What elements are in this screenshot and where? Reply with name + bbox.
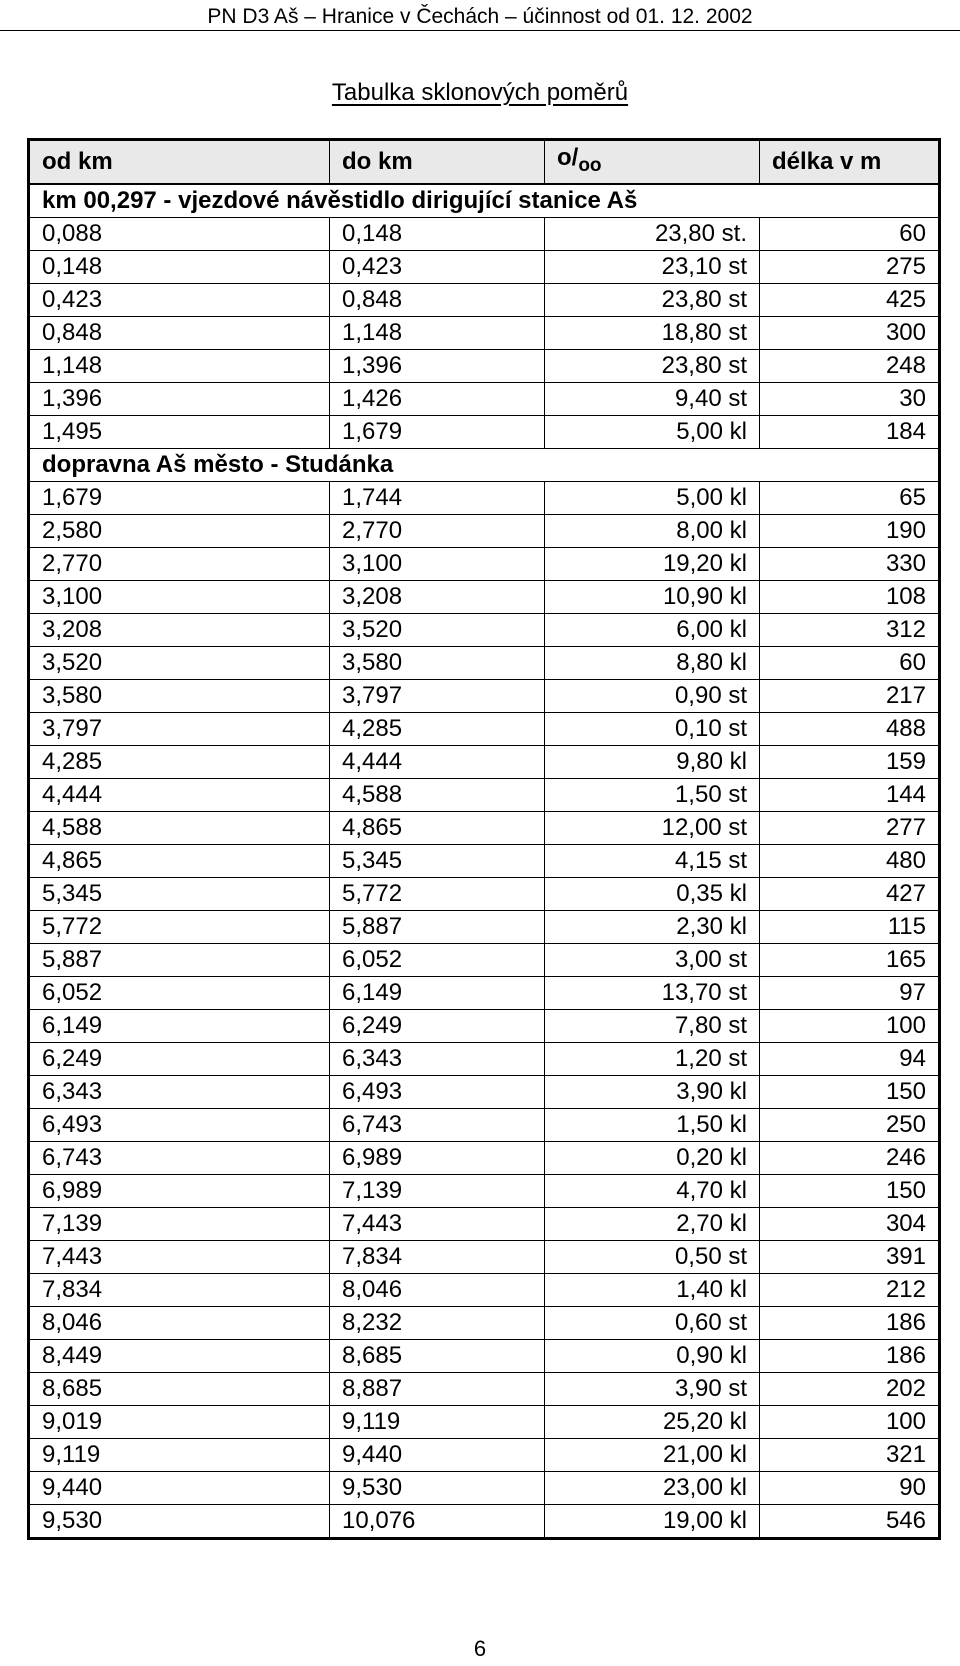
table-row: [29, 581, 940, 614]
cell-length: 202: [760, 1373, 940, 1406]
column-header-to-km: do km: [330, 140, 545, 185]
table-row: [29, 1010, 940, 1043]
cell-slope: 1,40 kl: [545, 1274, 760, 1307]
cell-length: 97: [760, 977, 940, 1010]
table-row: [29, 1505, 940, 1539]
table-row: [29, 1043, 940, 1076]
section-label: dopravna Aš město - Studánka: [29, 449, 940, 482]
cell-slope: 18,80 st: [545, 317, 760, 350]
running-header: PN D3 Aš – Hranice v Čechách – účinnost od 01. 12. 2002: [207, 5, 753, 28]
cell-slope: 23,80 st: [545, 350, 760, 383]
cell-to-km: 1,148: [330, 317, 545, 350]
cell-length: 427: [760, 878, 940, 911]
page-title-text: Tabulka sklonových poměrů: [331, 79, 629, 106]
cell-slope: 23,00 kl: [545, 1472, 760, 1505]
table-row: [29, 1142, 940, 1175]
cell-to-km: 8,046: [330, 1274, 545, 1307]
cell-to-km: 6,493: [330, 1076, 545, 1109]
cell-length: 312: [760, 614, 940, 647]
cell-to-km: 4,588: [330, 779, 545, 812]
cell-slope: 23,80 st.: [545, 218, 760, 251]
cell-slope: 25,20 kl: [545, 1406, 760, 1439]
cell-slope: 23,10 st: [545, 251, 760, 284]
cell-from-km: 9,119: [29, 1439, 330, 1472]
cell-from-km: 4,588: [29, 812, 330, 845]
table-row: [29, 218, 940, 251]
cell-to-km: 3,100: [330, 548, 545, 581]
cell-to-km: 6,989: [330, 1142, 545, 1175]
cell-from-km: 3,797: [29, 713, 330, 746]
table-row: [29, 1439, 940, 1472]
table-row: [29, 779, 940, 812]
cell-slope: 0,90 kl: [545, 1340, 760, 1373]
cell-length: 184: [760, 416, 940, 449]
cell-slope: 9,40 st: [545, 383, 760, 416]
cell-length: 159: [760, 746, 940, 779]
cell-to-km: 6,249: [330, 1010, 545, 1043]
cell-from-km: 9,019: [29, 1406, 330, 1439]
cell-to-km: 5,887: [330, 911, 545, 944]
table-row: [29, 1373, 940, 1406]
cell-from-km: 4,285: [29, 746, 330, 779]
permille-sub: oo: [578, 155, 602, 176]
cell-slope: 0,50 st: [545, 1241, 760, 1274]
cell-to-km: 3,797: [330, 680, 545, 713]
cell-from-km: 3,208: [29, 614, 330, 647]
cell-from-km: 6,989: [29, 1175, 330, 1208]
cell-length: 300: [760, 317, 940, 350]
cell-length: 275: [760, 251, 940, 284]
cell-length: 150: [760, 1175, 940, 1208]
table-row: [29, 1472, 940, 1505]
cell-to-km: 8,887: [330, 1373, 545, 1406]
cell-length: 115: [760, 911, 940, 944]
cell-from-km: 8,449: [29, 1340, 330, 1373]
table-row: [29, 977, 940, 1010]
cell-to-km: 3,520: [330, 614, 545, 647]
cell-slope: 19,20 kl: [545, 548, 760, 581]
cell-length: 90: [760, 1472, 940, 1505]
slope-table: [27, 138, 941, 1540]
cell-to-km: 1,679: [330, 416, 545, 449]
cell-length: 488: [760, 713, 940, 746]
cell-to-km: 6,343: [330, 1043, 545, 1076]
cell-slope: 23,80 st: [545, 284, 760, 317]
table-row: [29, 416, 940, 449]
cell-to-km: 5,772: [330, 878, 545, 911]
cell-to-km: 1,744: [330, 482, 545, 515]
cell-to-km: 2,770: [330, 515, 545, 548]
cell-from-km: 6,052: [29, 977, 330, 1010]
table-header-row: [29, 140, 940, 185]
column-header-permille: [545, 140, 760, 185]
cell-to-km: 4,444: [330, 746, 545, 779]
cell-length: 321: [760, 1439, 940, 1472]
cell-slope: 2,70 kl: [545, 1208, 760, 1241]
permille-main: o/: [557, 144, 579, 171]
cell-from-km: 3,100: [29, 581, 330, 614]
page-title: [0, 78, 960, 108]
table-row: [29, 1406, 940, 1439]
cell-to-km: 3,208: [330, 581, 545, 614]
cell-to-km: 1,426: [330, 383, 545, 416]
cell-length: 186: [760, 1307, 940, 1340]
cell-slope: 5,00 kl: [545, 416, 760, 449]
cell-slope: 12,00 st: [545, 812, 760, 845]
cell-from-km: 0,088: [29, 218, 330, 251]
cell-slope: 4,70 kl: [545, 1175, 760, 1208]
cell-slope: 3,00 st: [545, 944, 760, 977]
cell-slope: 3,90 kl: [545, 1076, 760, 1109]
cell-slope: 7,80 st: [545, 1010, 760, 1043]
table-row: [29, 1274, 940, 1307]
header-divider: [0, 30, 960, 31]
cell-to-km: 3,580: [330, 647, 545, 680]
cell-to-km: 1,396: [330, 350, 545, 383]
table-row: [29, 614, 940, 647]
table-row: [29, 383, 940, 416]
cell-to-km: 9,440: [330, 1439, 545, 1472]
table-row: [29, 1109, 940, 1142]
table-row: [29, 911, 940, 944]
cell-slope: 10,90 kl: [545, 581, 760, 614]
cell-to-km: 7,139: [330, 1175, 545, 1208]
cell-from-km: 5,772: [29, 911, 330, 944]
column-header-from-km: od km: [29, 140, 330, 185]
cell-slope: 21,00 kl: [545, 1439, 760, 1472]
section-label: km 00,297 - vjezdové návěstidlo dirigující stanice Aš: [29, 184, 940, 218]
cell-length: 186: [760, 1340, 940, 1373]
cell-from-km: 0,423: [29, 284, 330, 317]
cell-slope: 0,60 st: [545, 1307, 760, 1340]
cell-length: 391: [760, 1241, 940, 1274]
table-row: [29, 680, 940, 713]
cell-length: 165: [760, 944, 940, 977]
cell-from-km: 9,440: [29, 1472, 330, 1505]
cell-from-km: 8,046: [29, 1307, 330, 1340]
cell-to-km: 10,076: [330, 1505, 545, 1539]
cell-length: 425: [760, 284, 940, 317]
table-row: [29, 317, 940, 350]
cell-from-km: 8,685: [29, 1373, 330, 1406]
cell-length: 250: [760, 1109, 940, 1142]
table-row: [29, 812, 940, 845]
cell-from-km: 7,139: [29, 1208, 330, 1241]
cell-length: 108: [760, 581, 940, 614]
cell-slope: 13,70 st: [545, 977, 760, 1010]
cell-to-km: 0,423: [330, 251, 545, 284]
table-row: [29, 713, 940, 746]
cell-from-km: 0,148: [29, 251, 330, 284]
cell-from-km: 0,848: [29, 317, 330, 350]
cell-length: 277: [760, 812, 940, 845]
cell-slope: 0,35 kl: [545, 878, 760, 911]
cell-to-km: 6,743: [330, 1109, 545, 1142]
section-row: [29, 184, 940, 218]
table-row: [29, 548, 940, 581]
cell-from-km: 6,743: [29, 1142, 330, 1175]
cell-slope: 5,00 kl: [545, 482, 760, 515]
cell-length: 100: [760, 1406, 940, 1439]
column-header-length: délka v m: [760, 140, 940, 185]
cell-to-km: 9,119: [330, 1406, 545, 1439]
cell-from-km: 3,520: [29, 647, 330, 680]
table-row: [29, 1076, 940, 1109]
cell-from-km: 6,343: [29, 1076, 330, 1109]
table-row: [29, 515, 940, 548]
cell-length: 546: [760, 1505, 940, 1539]
table-row: [29, 284, 940, 317]
table-row: [29, 1340, 940, 1373]
cell-length: 304: [760, 1208, 940, 1241]
table-row: [29, 1241, 940, 1274]
cell-from-km: 1,495: [29, 416, 330, 449]
cell-from-km: 7,443: [29, 1241, 330, 1274]
cell-from-km: 6,149: [29, 1010, 330, 1043]
cell-length: 30: [760, 383, 940, 416]
table-row: [29, 350, 940, 383]
cell-from-km: 1,396: [29, 383, 330, 416]
cell-length: 65: [760, 482, 940, 515]
cell-from-km: 7,834: [29, 1274, 330, 1307]
table-row: [29, 1307, 940, 1340]
cell-to-km: 5,345: [330, 845, 545, 878]
cell-slope: 4,15 st: [545, 845, 760, 878]
cell-to-km: 4,285: [330, 713, 545, 746]
cell-slope: 0,20 kl: [545, 1142, 760, 1175]
cell-slope: 0,90 st: [545, 680, 760, 713]
cell-length: 480: [760, 845, 940, 878]
cell-length: 144: [760, 779, 940, 812]
cell-from-km: 1,148: [29, 350, 330, 383]
cell-slope: 1,20 st: [545, 1043, 760, 1076]
table-row: [29, 1175, 940, 1208]
table-row: [29, 944, 940, 977]
cell-from-km: 3,580: [29, 680, 330, 713]
cell-slope: 9,80 kl: [545, 746, 760, 779]
cell-from-km: 1,679: [29, 482, 330, 515]
cell-to-km: 4,865: [330, 812, 545, 845]
cell-to-km: 0,148: [330, 218, 545, 251]
cell-length: 246: [760, 1142, 940, 1175]
cell-slope: 2,30 kl: [545, 911, 760, 944]
cell-from-km: 5,345: [29, 878, 330, 911]
cell-from-km: 2,580: [29, 515, 330, 548]
cell-length: 190: [760, 515, 940, 548]
table-row: [29, 746, 940, 779]
cell-slope: 8,80 kl: [545, 647, 760, 680]
section-row: [29, 449, 940, 482]
cell-length: 100: [760, 1010, 940, 1043]
cell-to-km: 6,052: [330, 944, 545, 977]
cell-length: 150: [760, 1076, 940, 1109]
table-row: [29, 1208, 940, 1241]
cell-from-km: 5,887: [29, 944, 330, 977]
cell-to-km: 8,232: [330, 1307, 545, 1340]
table-row: [29, 482, 940, 515]
cell-slope: 19,00 kl: [545, 1505, 760, 1539]
cell-from-km: 2,770: [29, 548, 330, 581]
cell-slope: 8,00 kl: [545, 515, 760, 548]
cell-to-km: 7,834: [330, 1241, 545, 1274]
cell-length: 248: [760, 350, 940, 383]
cell-slope: 1,50 kl: [545, 1109, 760, 1142]
table-body: [29, 184, 940, 1539]
cell-length: 330: [760, 548, 940, 581]
cell-from-km: 6,249: [29, 1043, 330, 1076]
cell-from-km: 4,444: [29, 779, 330, 812]
cell-slope: 6,00 kl: [545, 614, 760, 647]
cell-length: 94: [760, 1043, 940, 1076]
cell-from-km: 9,530: [29, 1505, 330, 1539]
table-row: [29, 251, 940, 284]
cell-to-km: 9,530: [330, 1472, 545, 1505]
cell-slope: 0,10 st: [545, 713, 760, 746]
page-number: 6: [473, 1636, 487, 1661]
cell-length: 217: [760, 680, 940, 713]
table-row: [29, 647, 940, 680]
cell-to-km: 7,443: [330, 1208, 545, 1241]
cell-length: 60: [760, 218, 940, 251]
cell-from-km: 4,865: [29, 845, 330, 878]
table-row: [29, 878, 940, 911]
table-row: [29, 845, 940, 878]
cell-to-km: 0,848: [330, 284, 545, 317]
cell-to-km: 6,149: [330, 977, 545, 1010]
cell-slope: 1,50 st: [545, 779, 760, 812]
cell-length: 60: [760, 647, 940, 680]
cell-to-km: 8,685: [330, 1340, 545, 1373]
cell-length: 212: [760, 1274, 940, 1307]
cell-from-km: 6,493: [29, 1109, 330, 1142]
cell-slope: 3,90 st: [545, 1373, 760, 1406]
